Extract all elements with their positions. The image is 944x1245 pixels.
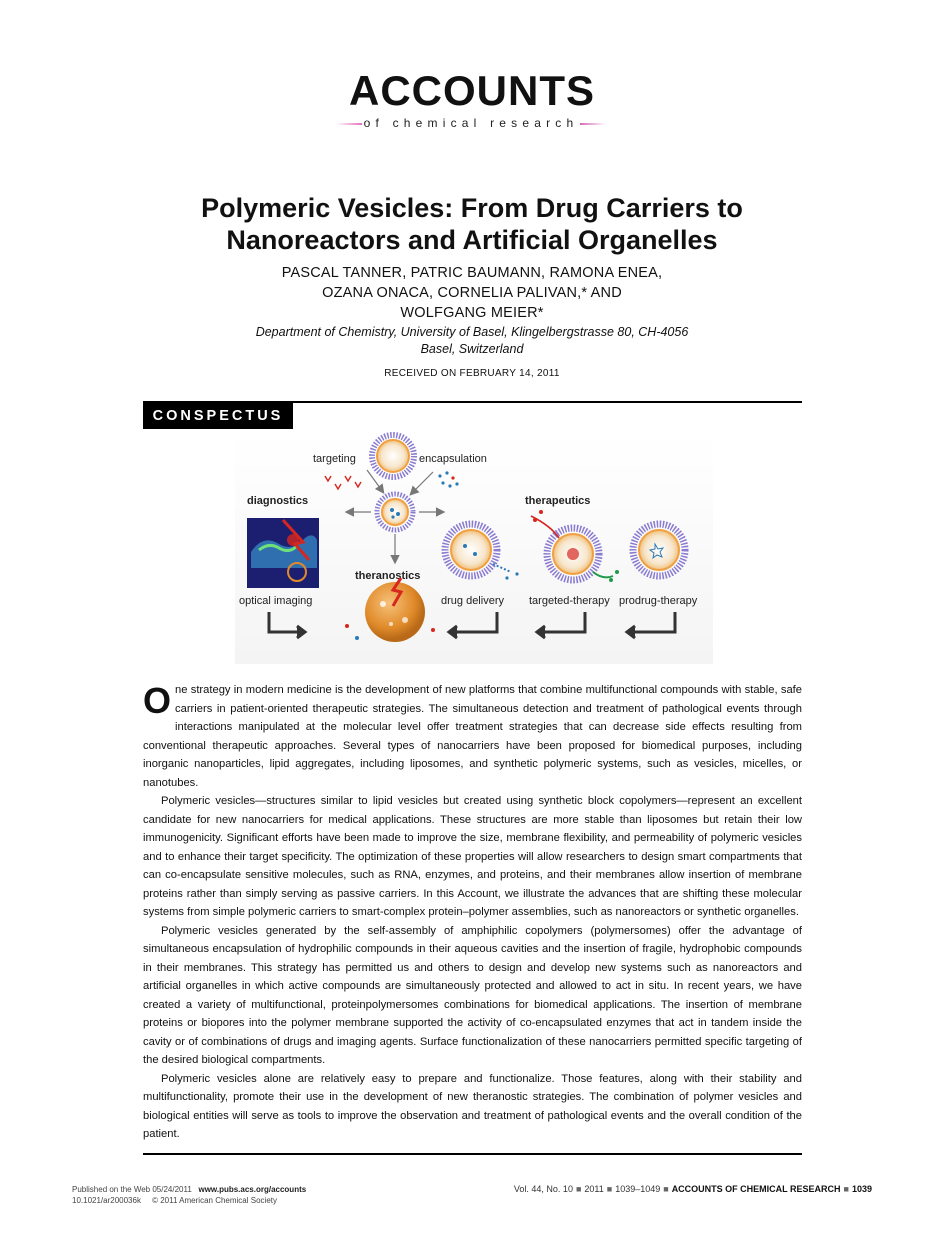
journal-subtitle: of chemical research: [363, 116, 579, 130]
paragraph: Polymeric vesicles—structures similar to lipid vesicles but created using synthetic block copolymers—represent an excellent candidate for new nanocarriers for medical applications. These structures are more stable than liposomes but retain their low immunogenicity. Significant efforts have been made to improve the size, membrane flexibility, and permeability of polymeric vesicles and to enhance their target specificity. The optimization of these properties will allow researchers to design smart compartments that can co-encapsulate sensitive molecules, such as RNA, enzymes, and proteins, and their membranes allow insertion of membrane proteins rather than simply serving as passive carriers. In this Account, we illustrate the advances that are shifting these molecular systems from simple polymeric carriers to smart-complex protein–polymer assemblies, such as nanoreactors or synthetic organelles.: [143, 795, 802, 918]
authors-line: WOLFGANG MEIER*: [400, 305, 544, 321]
authors-line: PASCAL TANNER, PATRIC BAUMANN, RAMONA ENEA,: [281, 265, 663, 281]
conspectus-body: [143, 681, 802, 1144]
volume: Vol. 44, No. 10: [513, 1184, 573, 1194]
affiliation-line: Department of Chemistry, University of Basel, Klingelbergstrasse 80, CH-4056: [255, 325, 689, 339]
affiliation-line: Basel, Switzerland: [420, 342, 524, 356]
label-targeted-therapy: targeted-therapy: [529, 595, 610, 607]
published-date: Published on the Web 05/24/2011: [72, 1185, 192, 1194]
paragraph: Polymeric vesicles alone are relatively easy to prepare and functionalize. Those features, along with their stability and multifunctionality, promote their use in the development of new theranostic strategies. The combination of polymer vesicles and biological entities will serve as tools to improve the observation and treatment of pathological events and the overall condition of the patient.: [143, 1072, 802, 1140]
paragraph-text: ne strategy in modern medicine is the development of new platforms that combine multifunctional compounds with stable, safe carriers in patient-oriented therapeutic strategies. The simultaneous detection and treatment of pathological events through interactions manipulated at the molecular level offer treatment strategies that can decrease side effects resulting from conventional therapeutic approaches. Several types of nanocarriers have been proposed for biomedical purposes, including inorganic nanoparticles, lipid aggregates, including liposomes, and synthetic polymeric systems, such as vesicles, micelles, or nanotubes.: [143, 684, 802, 789]
received-date: RECEIVED ON FEBRUARY 14, 2011: [384, 368, 560, 379]
journal-subtitle-block: [336, 116, 606, 130]
conspectus-figure: [235, 432, 713, 664]
journal-masthead: [0, 68, 944, 114]
journal-url[interactable]: www.pubs.acs.org/accounts: [198, 1185, 307, 1194]
label-drug-delivery: drug delivery: [441, 595, 504, 607]
footer-journal: ACCOUNTS OF CHEMICAL RESEARCH: [671, 1184, 841, 1194]
paragraph: [143, 681, 802, 792]
page-range: 1039–1049: [615, 1184, 661, 1194]
top-vesicle: [372, 435, 414, 477]
article-title: Polymeric Vesicles: From Drug Carriers to Nanoreactors and Artificial Organelles: [201, 193, 743, 255]
doi[interactable]: 10.1021/ar200036k: [72, 1196, 141, 1205]
optical-imaging-panel: [247, 518, 319, 588]
affiliation: [200, 324, 744, 358]
figure-svg: [235, 432, 713, 664]
footer-left: [72, 1184, 306, 1206]
footer-right: Vol. 44, No. 10 ■ 2011 ■ 1039–1049 ■ ACCOUNTS OF CHEMICAL RESEARCH ■ 1039: [513, 1184, 872, 1194]
label-therapeutics: therapeutics: [525, 495, 591, 507]
paragraph: Polymeric vesicles generated by the self-assembly of amphiphilic copolymers (polymersomes) offer the advantage of simultaneous encapsulation of hydrophilic compounds in their aqueous cavities and the insertion of fragile, hydrophobic compounds in their membranes. This strategy has permitted us and others to design and develop new systems such as nanoreactors and artificial organelles in which active compounds are simultaneously protected and allowed to act in situ. In recent years, we have created a variety of multifunctional, proteinpolymersomes combinations for biomedical applications. The insertion of membrane proteins or biopores into the polymer membrane supported the activity of co-encapsulated enzymes that act in tandem inside the cavity or of combinations of drugs and imaging agents. Surface functionalization of these nanocarriers permitted specific targeting of the desired biological compartments.: [143, 924, 802, 1066]
year: 2011: [584, 1184, 604, 1194]
journal-name: ACCOUNTS: [349, 67, 595, 114]
label-diagnostics: diagnostics: [247, 495, 309, 507]
dropcap: O: [143, 680, 172, 721]
copyright: © 2011 American Chemical Society: [152, 1196, 277, 1205]
footer-rule: [143, 1153, 802, 1155]
authors-line: OZANA ONACA, CORNELIA PALIVAN,* AND: [322, 285, 622, 301]
author-list: [200, 263, 744, 323]
label-targeting: targeting: [313, 453, 356, 465]
label-prodrug-therapy: prodrug-therapy: [619, 595, 698, 607]
label-optical-imaging: optical imaging: [239, 595, 313, 607]
page-number: 1039: [851, 1184, 872, 1194]
label-encapsulation: encapsulation: [419, 453, 487, 465]
conspectus-label: CONSPECTUS: [143, 403, 293, 429]
label-theranostics: theranostics: [355, 570, 421, 582]
